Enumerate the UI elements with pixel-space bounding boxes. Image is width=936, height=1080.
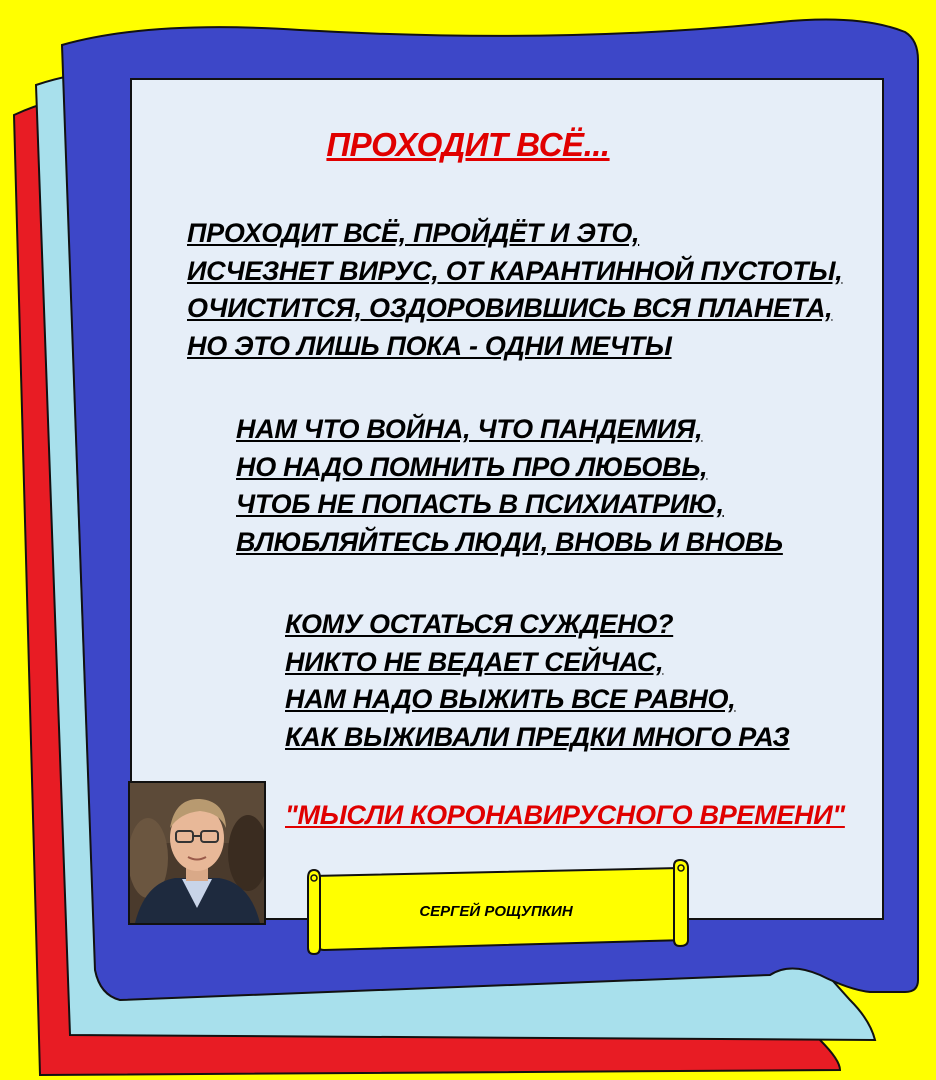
- stanza-1: [187, 215, 842, 365]
- poem-line: НО НАДО ПОМНИТЬ ПРО ЛЮБОВЬ,: [236, 451, 708, 482]
- poem-line: ОЧИСТИТСЯ, ОЗДОРОВИВШИСЬ ВСЯ ПЛАНЕТА,: [187, 293, 833, 323]
- poem-title: ПРОХОДИТ ВСЁ...: [326, 126, 610, 163]
- poem-line: ПРОХОДИТ ВСЁ, ПРОЙДЁТ И ЭТО,: [187, 218, 640, 248]
- poem-line: НО ЭТО ЛИШЬ ПОКА - ОДНИ МЕЧТЫ: [187, 330, 672, 361]
- poem-line: ВЛЮБЛЯЙТЕСЬ ЛЮДИ, ВНОВЬ И ВНОВЬ: [236, 526, 783, 557]
- stanza-3: [285, 606, 790, 756]
- poem-line: НАМ ЧТО ВОЙНА, ЧТО ПАНДЕМИЯ,: [236, 414, 703, 444]
- poem-line: НИКТО НЕ ВЕДАЕТ СЕЙЧАС,: [285, 646, 664, 677]
- poem-line: НАМ НАДО ВЫЖИТЬ ВСЕ РАВНО,: [285, 684, 736, 714]
- poem-line: КАК ВЫЖИВАЛИ ПРЕДКИ МНОГО РАЗ: [285, 721, 790, 752]
- poem-line: КОМУ ОСТАТЬСЯ СУЖДЕНО?: [285, 609, 674, 639]
- poem-line: ИСЧЕЗНЕТ ВИРУС, ОТ КАРАНТИННОЙ ПУСТОТЫ,: [187, 255, 843, 286]
- author-portrait-icon: [130, 783, 264, 923]
- author-name: СЕРГЕЙ РОЩУПКИН: [419, 903, 573, 920]
- stanza-2: [236, 411, 783, 561]
- author-photo: [128, 781, 266, 925]
- series-title: "МЫСЛИ КОРОНАВИРУСНОГО ВРЕМЕНИ": [285, 800, 845, 830]
- poem-line: ЧТОБ НЕ ПОПАСТЬ В ПСИХИАТРИЮ,: [236, 489, 724, 519]
- author-banner: [300, 858, 692, 958]
